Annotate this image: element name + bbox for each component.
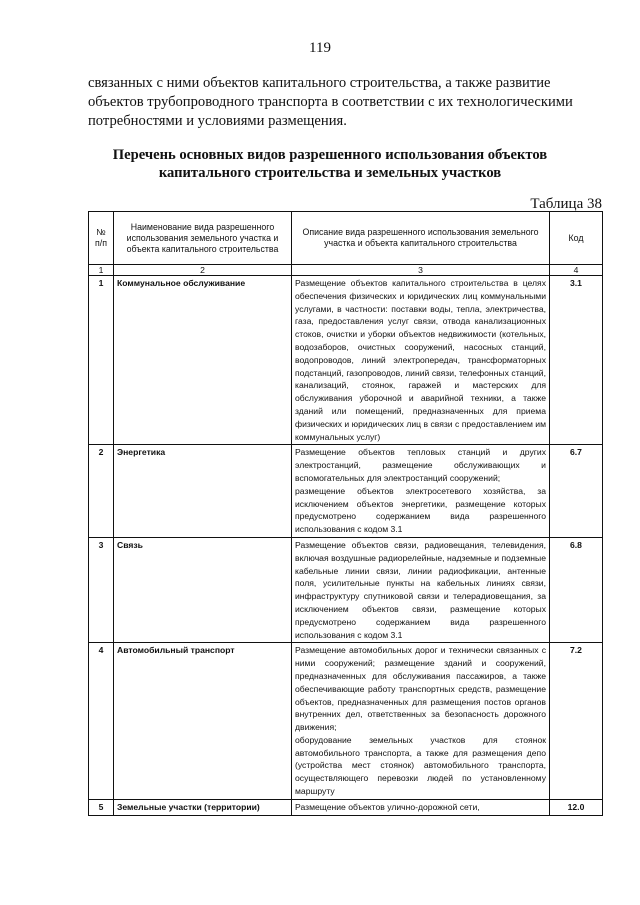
row-description: Размещение объектов связи, радиовещания, телевидения, включая воздушные радиорелейные, надземные и подземные кабельные линии связи, линии радиофикации, антенные поля, усилительные пункты на кабельных линиях связи, инфраструктуру спутниковой связи и телерадиовещания, за исключением объектов связи, размещение которых предусмотрено содержанием вида разрешенного использования с кодом 3.1: [292, 537, 550, 642]
row-number: 2: [89, 445, 114, 538]
column-header-name: Наименование вида разрешенного использования земельного участка и объекта капитального строительства: [114, 212, 292, 265]
intro-line: связанных с ними объектов капитального строительства, а также развитие: [88, 75, 551, 91]
heading-line: капитального строительства и земельных участков: [158, 165, 502, 181]
column-number: 1: [89, 265, 114, 276]
row-number: 4: [89, 643, 114, 800]
row-name: Земельные участки (территории): [114, 799, 292, 815]
heading-line: Перечень основных видов разрешенного использования объектов: [112, 147, 548, 163]
column-number-row: [89, 265, 603, 276]
table-row: [89, 276, 603, 445]
row-name: Энергетика: [114, 445, 292, 538]
table-row: [89, 537, 603, 642]
row-code: 6.8: [550, 537, 603, 642]
table-row: [89, 643, 603, 800]
intro-paragraph: [88, 74, 600, 131]
row-description: Размещение объектов капитального строительства в целях обеспечения физических и юридических лиц коммунальными услугами, в частности: поставки воды, тепла, электричества, газа, предоставления услуг связи, отвода канализационных стоков, очистки и уборки объектов недвижимости (котельных, водозаборов, очистных сооружений, насосных станций, водопроводов, линий электропередач, трансформаторных подстанций, газопроводов, линий связи, телефонных станций, канализаций, стоянок, гаражей и мастерских для обслуживания уборочной и аварийной техники, а также зданий или помещений, предназначенных для приема физических и юридических лиц в связи с предоставлением им коммунальных услуг): [292, 276, 550, 445]
row-name: Коммунальное обслуживание: [114, 276, 292, 445]
table-row: [89, 799, 603, 815]
row-code: 12.0: [550, 799, 603, 815]
row-code: 6.7: [550, 445, 603, 538]
land-use-table: [88, 211, 603, 816]
row-number: 3: [89, 537, 114, 642]
row-name: Автомобильный транспорт: [114, 643, 292, 800]
row-number: 1: [89, 276, 114, 445]
page-number: 119: [309, 40, 331, 56]
table-row: [89, 445, 603, 538]
column-header-number: № п/п: [89, 212, 114, 265]
row-description: Размещение объектов улично-дорожной сети,: [292, 799, 550, 815]
section-heading: [60, 146, 600, 182]
row-code: 3.1: [550, 276, 603, 445]
row-number: 5: [89, 799, 114, 815]
table-caption: Таблица 38: [530, 196, 602, 212]
row-code: 7.2: [550, 643, 603, 800]
column-header-code: Код: [550, 212, 603, 265]
table-header-row: [89, 212, 603, 265]
intro-line: потребностями и условиями размещения.: [88, 113, 347, 129]
column-header-description: Описание вида разрешенного использования земельного участка и объекта капитального строительства: [292, 212, 550, 265]
column-number: 2: [114, 265, 292, 276]
row-name: Связь: [114, 537, 292, 642]
row-description: Размещение автомобильных дорог и технически связанных с ними сооружений; размещение зданий и сооружений, предназначенных для обслуживания пассажиров, а также обеспечивающие работу транспортных средств, размещение объектов, предназначенных для размещения постов органов внутренних дел, ответственных за безопасность дорожного движения; оборудование земельных участков для стоянок автомобильного транспорта, а также для размещения депо (устройства мест стоянок) автомобильного транспорта, осуществляющего перевозки людей по установленному маршруту: [292, 643, 550, 800]
column-number: 3: [292, 265, 550, 276]
row-description: Размещение объектов тепловых станций и других электростанций, размещение обслуживающих и вспомогательных для электростанций сооружений; размещение объектов электросетевого хозяйства, за исключением объектов энергетики, размещение которых предусмотрено содержанием вида разрешенного использования с кодом 3.1: [292, 445, 550, 538]
intro-line: объектов трубопроводного транспорта в соответствии с их технологическими: [88, 94, 573, 110]
column-number: 4: [550, 265, 603, 276]
